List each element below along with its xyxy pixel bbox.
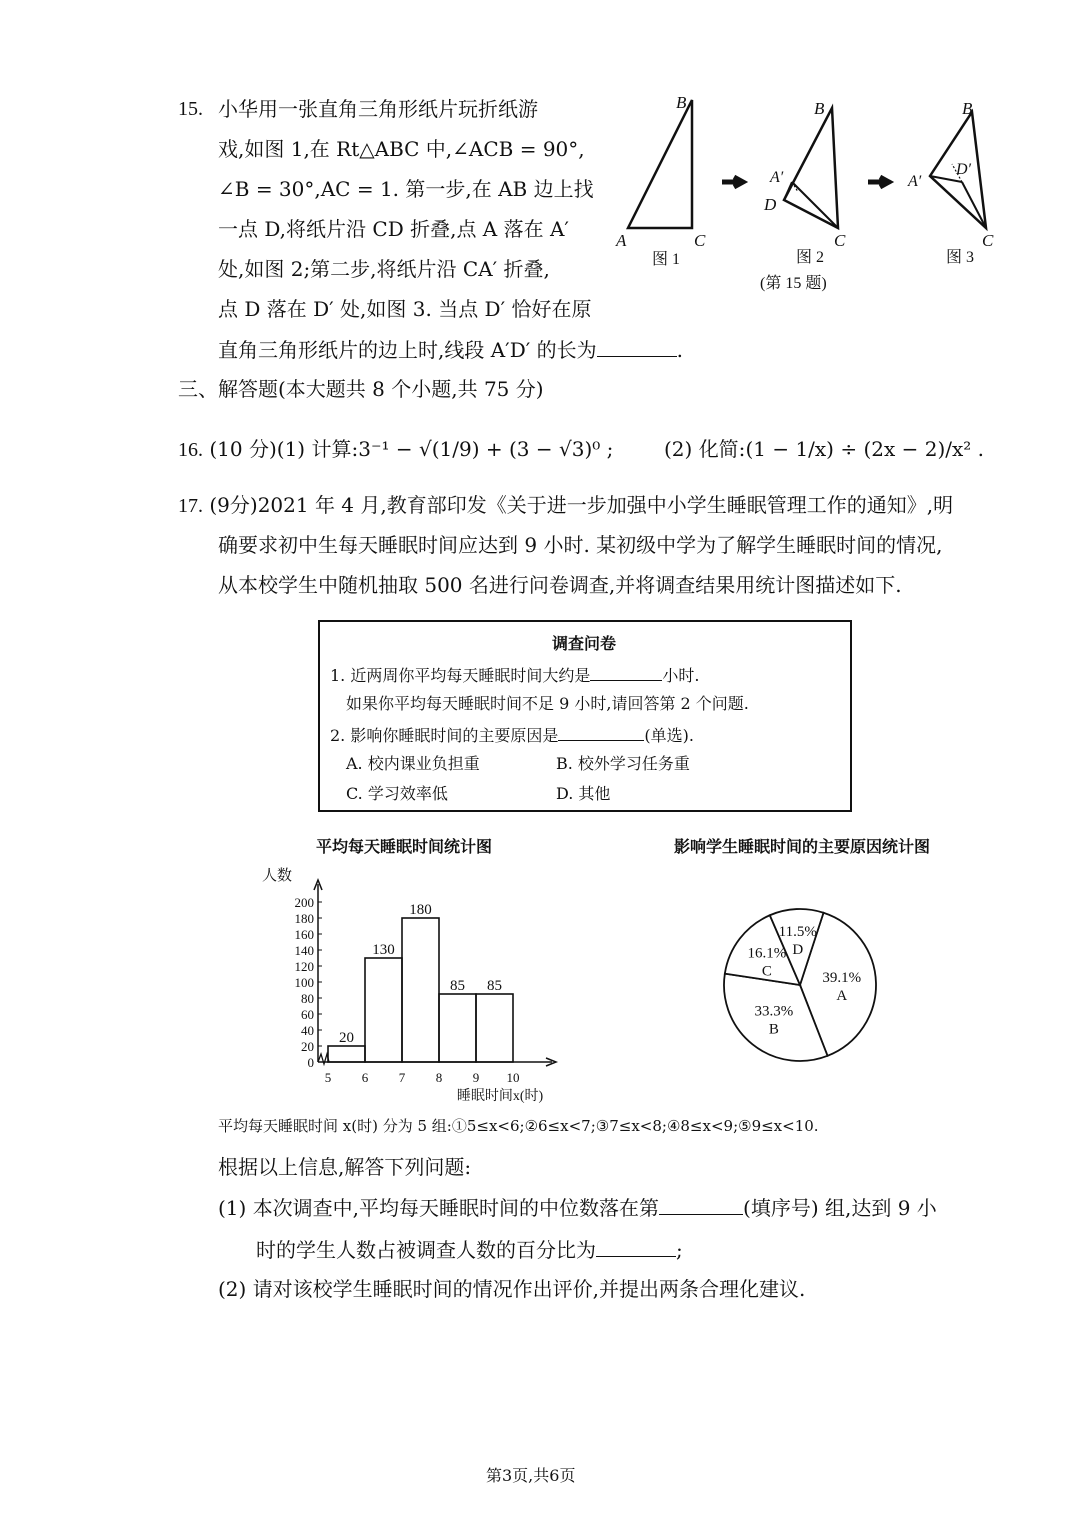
q17-part1-blank-2[interactable] bbox=[596, 1236, 676, 1257]
x-tick-label: 9 bbox=[472, 1070, 480, 1085]
y-tick-label: 40 bbox=[301, 1023, 314, 1038]
fig2-folded-edge bbox=[784, 182, 792, 200]
survey-q2-text: 2. 影响你睡眠时间的主要原因是 bbox=[330, 726, 559, 745]
q17-line-3: 从本校学生中随机抽取 500 名进行问卷调查,并将调查结果用统计图描述如下. bbox=[218, 573, 902, 597]
y-tick-label: 80 bbox=[301, 991, 314, 1006]
fig1-caption: 图 1 bbox=[652, 251, 681, 268]
q17-part2: (2) 请对该校学生睡眠时间的情况作出评价,并提出两条合理化建议. bbox=[218, 1277, 806, 1301]
y-tick-label: 120 bbox=[294, 959, 314, 974]
fig3-label-D1: D′ bbox=[956, 161, 972, 178]
q16-score: (10 分) bbox=[209, 437, 277, 461]
survey-title: 调查问卷 bbox=[552, 634, 617, 653]
q17-part1-blank-1[interactable] bbox=[659, 1194, 743, 1215]
bar-data-label: 130 bbox=[372, 942, 395, 958]
q15-line-1: 小华用一张直角三角形纸片玩折纸游 bbox=[218, 97, 538, 121]
q16-line bbox=[178, 436, 613, 463]
x-tick-label: 10 bbox=[506, 1070, 520, 1085]
y-tick-label: 100 bbox=[294, 975, 314, 990]
q15-line-5: 处,如图 2;第二步,将纸片沿 CA′ 折叠, bbox=[218, 257, 550, 281]
survey-q1-blank[interactable] bbox=[590, 664, 662, 681]
q15-number: 15. bbox=[178, 98, 203, 120]
histogram-title: 平均每天睡眠时间统计图 bbox=[316, 837, 493, 856]
survey-option-a: A. 校内课业负担重 bbox=[346, 754, 480, 773]
fig2-label-A1: A′ bbox=[770, 169, 784, 186]
q15-line-2: 戏,如图 1,在 Rt△ABC 中,∠ACB = 90°, bbox=[218, 137, 585, 161]
fig1-label-C: C bbox=[694, 231, 706, 250]
arrow-right-icon bbox=[722, 177, 743, 187]
bar-data-label: 85 bbox=[487, 978, 502, 994]
y-axis-label: 人数 bbox=[262, 868, 293, 884]
y-tick-label: 140 bbox=[294, 943, 314, 958]
fig1-label-A: A bbox=[616, 231, 627, 250]
fig2-label-D: D bbox=[764, 195, 777, 214]
q17-part1-end: ; bbox=[676, 1238, 683, 1262]
q17-intro: 根据以上信息,解答下列问题: bbox=[218, 1155, 472, 1179]
q15-answer-blank[interactable] bbox=[597, 336, 677, 357]
arrow-right-icon bbox=[868, 177, 889, 187]
q17-text-1: (9分)2021 年 4 月,教育部印发《关于进一步加强中小学生睡眠管理工作的通知》,明 bbox=[209, 493, 954, 517]
page-footer: 第3页,共6页 bbox=[486, 1466, 576, 1485]
pie-percent-label: 11.5% bbox=[778, 923, 817, 940]
histogram-bar bbox=[476, 994, 513, 1062]
q16-part1-label: (1) 计算: bbox=[276, 437, 359, 461]
bar-data-label: 20 bbox=[339, 1030, 354, 1046]
survey-option-b: B. 校外学习任务重 bbox=[556, 754, 690, 773]
pie-category-label: A bbox=[836, 987, 848, 1004]
y-tick-label: 60 bbox=[301, 1007, 314, 1022]
fig3-caption: 图 3 bbox=[946, 249, 975, 266]
survey-box bbox=[318, 620, 852, 812]
survey-q2-end: (单选). bbox=[644, 726, 694, 745]
x-tick-label: 8 bbox=[435, 1070, 443, 1085]
survey-q1-note: 如果你平均每天睡眠时间不足 9 小时,请回答第 2 个问题. bbox=[346, 694, 749, 713]
q17-line-2: 确要求初中生每天睡眠时间应达到 9 小时. 某初级中学为了解学生睡眠时间的情况, bbox=[218, 533, 943, 557]
fig3-label-C: C bbox=[982, 231, 994, 250]
q15-line-3: ∠B = 30°,AC = 1. 第一步,在 AB 边上找 bbox=[218, 177, 594, 201]
section-3-heading: 三、解答题(本大题共 8 个小题,共 75 分) bbox=[178, 377, 544, 401]
q17-part1 bbox=[218, 1194, 937, 1221]
q15-line-6: 点 D 落在 D′ 处,如图 3. 当点 D′ 恰好在原 bbox=[218, 297, 592, 321]
q15-line-4: 一点 D,将纸片沿 CD 折叠,点 A 落在 A′ bbox=[218, 217, 569, 241]
histogram-bar bbox=[402, 918, 439, 1062]
pie-percent-label: 16.1% bbox=[747, 945, 787, 962]
q16-part2-label: (2) 化简: bbox=[664, 437, 746, 461]
q15-last-end: . bbox=[676, 338, 683, 362]
fig2-fold-line bbox=[792, 182, 838, 228]
bar-data-label: 180 bbox=[409, 902, 432, 918]
q15-last-line: 直角三角形纸片的边上时,线段 A′D′ 的长为 bbox=[218, 338, 597, 362]
fig3-label-B: B bbox=[962, 99, 973, 118]
histogram-bar bbox=[365, 958, 402, 1062]
q17-part1-a: (1) 本次调查中,平均每天睡眠时间的中位数落在第 bbox=[218, 1196, 660, 1220]
fig2-triangle bbox=[784, 108, 838, 228]
y-tick-label: 0 bbox=[307, 1055, 314, 1070]
y-tick-label: 180 bbox=[294, 911, 314, 926]
survey-q1-text: 1. 近两周你平均每天睡眠时间大约是 bbox=[330, 666, 591, 685]
survey-option-d: D. 其他 bbox=[556, 784, 611, 803]
x-axis-label: 睡眠时间x(时) bbox=[456, 1089, 544, 1104]
pie-percent-label: 33.3% bbox=[754, 1003, 794, 1020]
q16-part2 bbox=[664, 436, 984, 462]
q17-part1-cont bbox=[256, 1236, 683, 1263]
x-tick-label: 5 bbox=[324, 1070, 332, 1085]
pie-category-label: B bbox=[768, 1021, 779, 1038]
x-tick-label: 7 bbox=[398, 1070, 406, 1085]
survey-q1-end: 小时. bbox=[662, 666, 700, 685]
fig3-label-A1: A′ bbox=[908, 173, 922, 190]
q17-part1-b: (填序号) 组,达到 9 小 bbox=[743, 1196, 937, 1220]
fig1-label-B: B bbox=[676, 93, 687, 112]
q16-part2-expression: (1 − 1/x) ÷ (2x − 2)/x² . bbox=[745, 437, 985, 461]
q16-part1-expression: 3⁻¹ − √(1/9) + (3 − √3)⁰ ; bbox=[358, 437, 614, 461]
y-tick-label: 160 bbox=[294, 927, 314, 942]
pie-category-label: D bbox=[792, 941, 804, 958]
bar-data-label: 85 bbox=[450, 978, 465, 994]
survey-q1 bbox=[330, 664, 699, 686]
q15-line-7 bbox=[218, 336, 683, 363]
q15-figure bbox=[600, 88, 1020, 298]
q16-number: 16. bbox=[178, 439, 203, 461]
pie-title: 影响学生睡眠时间的主要原因统计图 bbox=[674, 837, 931, 856]
sleep-time-histogram bbox=[256, 860, 576, 1104]
survey-q2 bbox=[330, 724, 694, 746]
fig2-caption: 图 2 bbox=[796, 249, 825, 266]
q17-part1-c: 时的学生人数占被调查人数的百分比为 bbox=[256, 1238, 596, 1262]
y-tick-label: 20 bbox=[301, 1039, 314, 1054]
survey-q2-blank[interactable] bbox=[558, 724, 644, 741]
histogram-bar bbox=[439, 994, 476, 1062]
q17-number: 17. bbox=[178, 495, 203, 517]
x-tick-label: 6 bbox=[361, 1070, 369, 1085]
q17-groups-note: 平均每天睡眠时间 x(时) 分为 5 组:①5≤x<6;②6≤x<7;③7≤x<8;④8≤x<9;⑤9≤x<10. bbox=[218, 1117, 819, 1135]
q17-line-1 bbox=[178, 492, 953, 519]
survey-option-c: C. 学习效率低 bbox=[346, 784, 448, 803]
q15-figure-title: (第 15 题) bbox=[760, 275, 827, 292]
y-tick-label: 200 bbox=[294, 895, 314, 910]
fig1-triangle bbox=[628, 100, 692, 228]
sleep-reason-pie bbox=[720, 905, 880, 1065]
pie-category-label: C bbox=[761, 963, 772, 980]
fig2-label-C: C bbox=[834, 231, 846, 250]
histogram-bar bbox=[328, 1046, 365, 1062]
pie-percent-label: 39.1% bbox=[822, 969, 862, 986]
fig2-label-B: B bbox=[814, 99, 825, 118]
